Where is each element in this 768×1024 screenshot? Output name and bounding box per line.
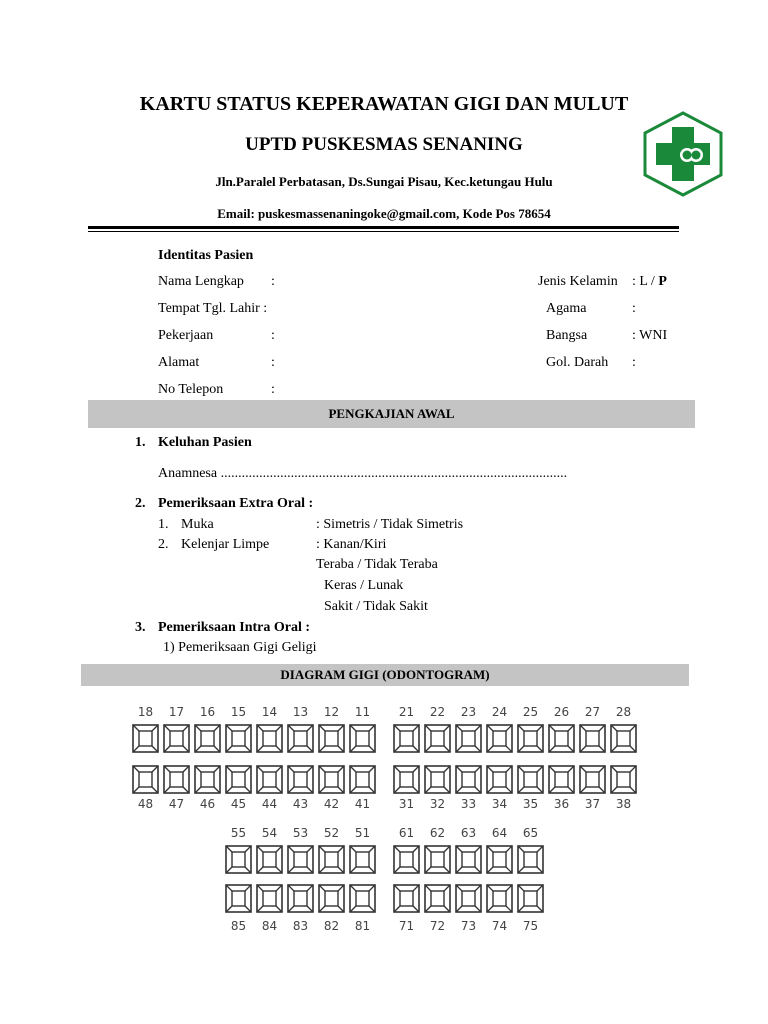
tooth-number-21: 21 [398, 705, 415, 719]
tooth-75[interactable] [517, 884, 544, 913]
telepon-label: No Telepon [158, 382, 224, 397]
pekerjaan-sep: : [271, 328, 275, 343]
keras-option: Keras / Lunak [324, 578, 404, 593]
tooth-number-41: 41 [354, 797, 371, 811]
pengkajian-bar-label: PENGKAJIAN AWAL [328, 406, 455, 421]
tooth-number-12: 12 [323, 705, 340, 719]
alamat-sep: : [271, 355, 275, 370]
kelenjar-number: 2. [158, 537, 169, 552]
item2-number: 2. [135, 496, 146, 511]
tooth-71[interactable] [393, 884, 420, 913]
tooth-74[interactable] [486, 884, 513, 913]
telepon-sep: : [271, 382, 275, 397]
muka-label: Muka [181, 517, 214, 532]
tooth-44[interactable] [256, 765, 283, 794]
tooth-number-18: 18 [137, 705, 154, 719]
tooth-number-84: 84 [261, 919, 278, 933]
tooth-number-63: 63 [460, 826, 477, 840]
teraba-option: Teraba / Tidak Teraba [316, 557, 438, 572]
tooth-21[interactable] [393, 724, 420, 753]
tooth-28[interactable] [610, 724, 637, 753]
tooth-13[interactable] [287, 724, 314, 753]
tooth-25[interactable] [517, 724, 544, 753]
tooth-48[interactable] [132, 765, 159, 794]
tooth-number-26: 26 [553, 705, 570, 719]
tooth-14[interactable] [256, 724, 283, 753]
extra-oral-heading: Pemeriksaan Extra Oral : [158, 496, 314, 511]
tooth-number-81: 81 [354, 919, 371, 933]
tooth-53[interactable] [287, 845, 314, 874]
tooth-62[interactable] [424, 845, 451, 874]
tooth-38[interactable] [610, 765, 637, 794]
tooth-number-32: 32 [429, 797, 446, 811]
tooth-81[interactable] [349, 884, 376, 913]
tooth-number-52: 52 [323, 826, 340, 840]
tooth-47[interactable] [163, 765, 190, 794]
pengkajian-bar [88, 400, 695, 428]
tooth-number-11: 11 [354, 705, 371, 719]
tooth-31[interactable] [393, 765, 420, 794]
tooth-number-15: 15 [230, 705, 247, 719]
jenis-kelamin-value: : L / P [632, 274, 667, 289]
tooth-55[interactable] [225, 845, 252, 874]
alamat-label: Alamat [158, 355, 200, 370]
tooth-85[interactable] [225, 884, 252, 913]
tooth-32[interactable] [424, 765, 451, 794]
tooth-63[interactable] [455, 845, 482, 874]
identitas-heading: Identitas Pasien [158, 248, 254, 263]
gol-darah-label: Gol. Darah [546, 355, 609, 370]
gol-darah-value: : [632, 355, 636, 370]
tooth-number-34: 34 [491, 797, 508, 811]
tooth-number-31: 31 [398, 797, 415, 811]
clinic-address: Jln.Paralel Perbatasan, Ds.Sungai Pisau, Kec.ketungau Hulu [215, 174, 553, 189]
agama-label: Agama [546, 301, 587, 316]
tooth-number-33: 33 [460, 797, 477, 811]
puskesmas-cross-logo-icon [642, 111, 724, 197]
tooth-number-72: 72 [429, 919, 446, 933]
nama-label: Nama Lengkap [158, 274, 244, 289]
tooth-number-28: 28 [615, 705, 632, 719]
tooth-84[interactable] [256, 884, 283, 913]
kelenjar-label: Kelenjar Limpe [181, 537, 270, 552]
tooth-65[interactable] [517, 845, 544, 874]
tooth-number-25: 25 [522, 705, 539, 719]
bangsa-value: : WNI [632, 328, 668, 343]
clinic-email: Email: puskesmassenaningoke@gmail.com, Kode Pos 78654 [217, 206, 551, 221]
nama-sep: : [271, 274, 275, 289]
tooth-22[interactable] [424, 724, 451, 753]
tooth-11[interactable] [349, 724, 376, 753]
muka-number: 1. [158, 517, 169, 532]
tooth-number-14: 14 [261, 705, 278, 719]
tooth-number-23: 23 [460, 705, 477, 719]
tooth-82[interactable] [318, 884, 345, 913]
header-rule-thick [88, 226, 679, 229]
odontogram-bar [81, 664, 689, 686]
tooth-number-22: 22 [429, 705, 446, 719]
kelenjar-value: : Kanan/Kiri [316, 537, 387, 552]
item3-number: 3. [135, 620, 146, 635]
tooth-number-54: 54 [261, 826, 278, 840]
tooth-37[interactable] [579, 765, 606, 794]
tooth-number-48: 48 [137, 797, 154, 811]
jenis-kelamin-label: Jenis Kelamin [538, 274, 618, 289]
tooth-27[interactable] [579, 724, 606, 753]
tooth-number-73: 73 [460, 919, 477, 933]
tooth-41[interactable] [349, 765, 376, 794]
tooth-number-85: 85 [230, 919, 247, 933]
sakit-option: Sakit / Tidak Sakit [324, 599, 428, 614]
header-rule-thin [88, 231, 679, 232]
tooth-number-37: 37 [584, 797, 601, 811]
tooth-number-47: 47 [168, 797, 185, 811]
muka-value: : Simetris / Tidak Simetris [316, 517, 464, 532]
tooth-number-51: 51 [354, 826, 371, 840]
tooth-number-83: 83 [292, 919, 309, 933]
pekerjaan-label: Pekerjaan [158, 328, 214, 343]
tooth-number-82: 82 [323, 919, 340, 933]
tooth-number-64: 64 [491, 826, 508, 840]
tooth-45[interactable] [225, 765, 252, 794]
tooth-number-38: 38 [615, 797, 632, 811]
tooth-number-43: 43 [292, 797, 309, 811]
tooth-number-35: 35 [522, 797, 539, 811]
tooth-73[interactable] [455, 884, 482, 913]
tooth-83[interactable] [287, 884, 314, 913]
tooth-number-46: 46 [199, 797, 216, 811]
tooth-17[interactable] [163, 724, 190, 753]
tooth-42[interactable] [318, 765, 345, 794]
tooth-46[interactable] [194, 765, 221, 794]
tooth-number-62: 62 [429, 826, 446, 840]
tooth-12[interactable] [318, 724, 345, 753]
tooth-43[interactable] [287, 765, 314, 794]
tooth-number-13: 13 [292, 705, 309, 719]
intra-oral-heading: Pemeriksaan Intra Oral : [158, 620, 311, 635]
tooth-number-16: 16 [199, 705, 216, 719]
tooth-number-44: 44 [261, 797, 278, 811]
tooth-54[interactable] [256, 845, 283, 874]
tooth-52[interactable] [318, 845, 345, 874]
tooth-23[interactable] [455, 724, 482, 753]
tooth-number-42: 42 [323, 797, 340, 811]
tooth-number-61: 61 [398, 826, 415, 840]
tooth-51[interactable] [349, 845, 376, 874]
odontogram-bar-label: DIAGRAM GIGI (ODONTOGRAM) [280, 667, 490, 682]
tooth-35[interactable] [517, 765, 544, 794]
tooth-26[interactable] [548, 724, 575, 753]
anamnesa-line: Anamnesa ................................................................................................... [158, 466, 568, 481]
tooth-24[interactable] [486, 724, 513, 753]
tooth-number-24: 24 [491, 705, 508, 719]
tooth-34[interactable] [486, 765, 513, 794]
tooth-number-65: 65 [522, 826, 539, 840]
tooth-number-74: 74 [491, 919, 508, 933]
clinic-name: UPTD PUSKESMAS SENANING [245, 134, 523, 155]
tooth-33[interactable] [455, 765, 482, 794]
tooth-15[interactable] [225, 724, 252, 753]
card-title: KARTU STATUS KEPERAWATAN GIGI DAN MULUT [139, 93, 629, 115]
tooth-number-36: 36 [553, 797, 570, 811]
tooth-number-45: 45 [230, 797, 247, 811]
item1-number: 1. [135, 435, 146, 450]
tooth-number-53: 53 [292, 826, 309, 840]
keluhan-heading: Keluhan Pasien [158, 435, 252, 450]
tooth-number-75: 75 [522, 919, 539, 933]
tooth-number-71: 71 [398, 919, 415, 933]
tooth-16[interactable] [194, 724, 221, 753]
tooth-61[interactable] [393, 845, 420, 874]
gigi-geligi-item: 1) Pemeriksaan Gigi Geligi [163, 640, 317, 655]
tooth-36[interactable] [548, 765, 575, 794]
tooth-72[interactable] [424, 884, 451, 913]
tooth-number-17: 17 [168, 705, 185, 719]
tooth-18[interactable] [132, 724, 159, 753]
agama-value: : [632, 301, 636, 316]
tooth-64[interactable] [486, 845, 513, 874]
bangsa-label: Bangsa [546, 328, 588, 343]
ttl-label: Tempat Tgl. Lahir : [158, 301, 268, 316]
tooth-number-55: 55 [230, 826, 247, 840]
tooth-number-27: 27 [584, 705, 601, 719]
